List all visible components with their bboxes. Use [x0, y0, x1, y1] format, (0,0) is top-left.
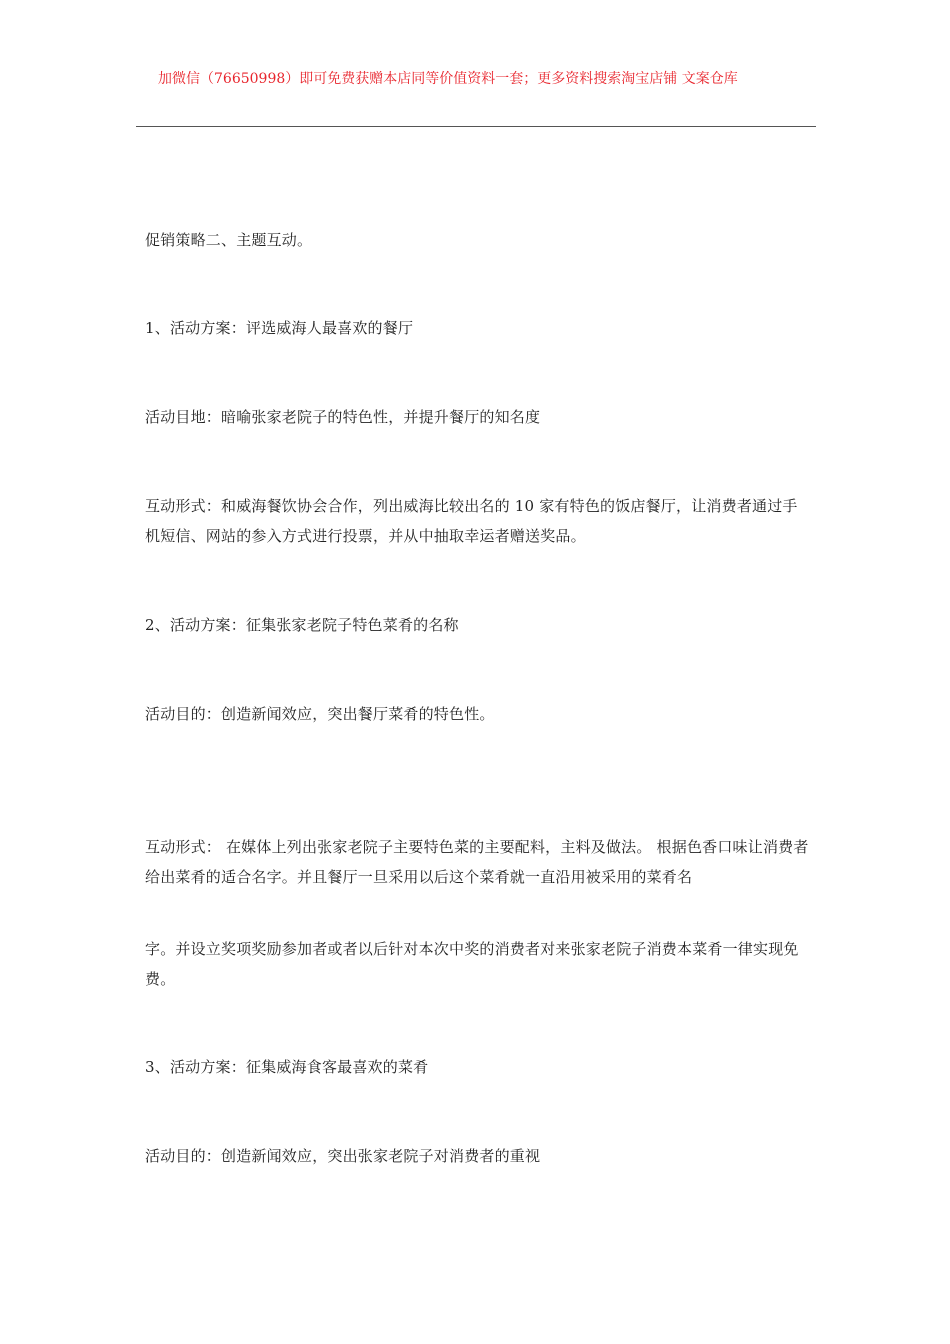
activity-3-title: 3、活动方案：征集威海食客最喜欢的菜肴 — [145, 1058, 429, 1076]
header-divider — [136, 126, 816, 127]
activity-2-goal: 活动目的：创造新闻效应，突出餐厅菜肴的特色性。 — [145, 705, 495, 723]
activity-2-format: 互动形式： 在媒体上列出张家老院子主要特色菜的主要配料，主料及做法。 根据色香口味让消费者给出菜肴的适合名字。并且餐厅一旦采用以后这个菜肴就一直沿用被采用的菜肴名 — [145, 838, 809, 886]
activity-1-goal: 活动目地：暗喻张家老院子的特色性，并提升餐厅的知名度 — [145, 408, 541, 426]
activity-2-format-continued: 字。并设立奖项奖励参加者或者以后针对本次中奖的消费者对来张家老院子消费本菜肴一律实现免费。 — [145, 940, 799, 988]
section-heading: 促销策略二、主题互动。 — [145, 231, 313, 249]
promo-header: 加微信（76650998）即可免费获赠本店同等价值资料一套；更多资料搜索淘宝店铺 文案仓库 — [158, 71, 738, 87]
activity-2-title: 2、活动方案：征集张家老院子特色菜肴的名称 — [145, 616, 459, 634]
activity-1-format: 互动形式：和威海餐饮协会合作，列出威海比较出名的 10 家有特色的饭店餐厅，让消费者通过手机短信、网站的参入方式进行投票，并从中抽取幸运者赠送奖品。 — [145, 497, 798, 545]
activity-3-goal: 活动目的：创造新闻效应，突出张家老院子对消费者的重视 — [145, 1147, 541, 1165]
activity-1-title: 1、活动方案：评选威海人最喜欢的餐厅 — [145, 319, 414, 337]
